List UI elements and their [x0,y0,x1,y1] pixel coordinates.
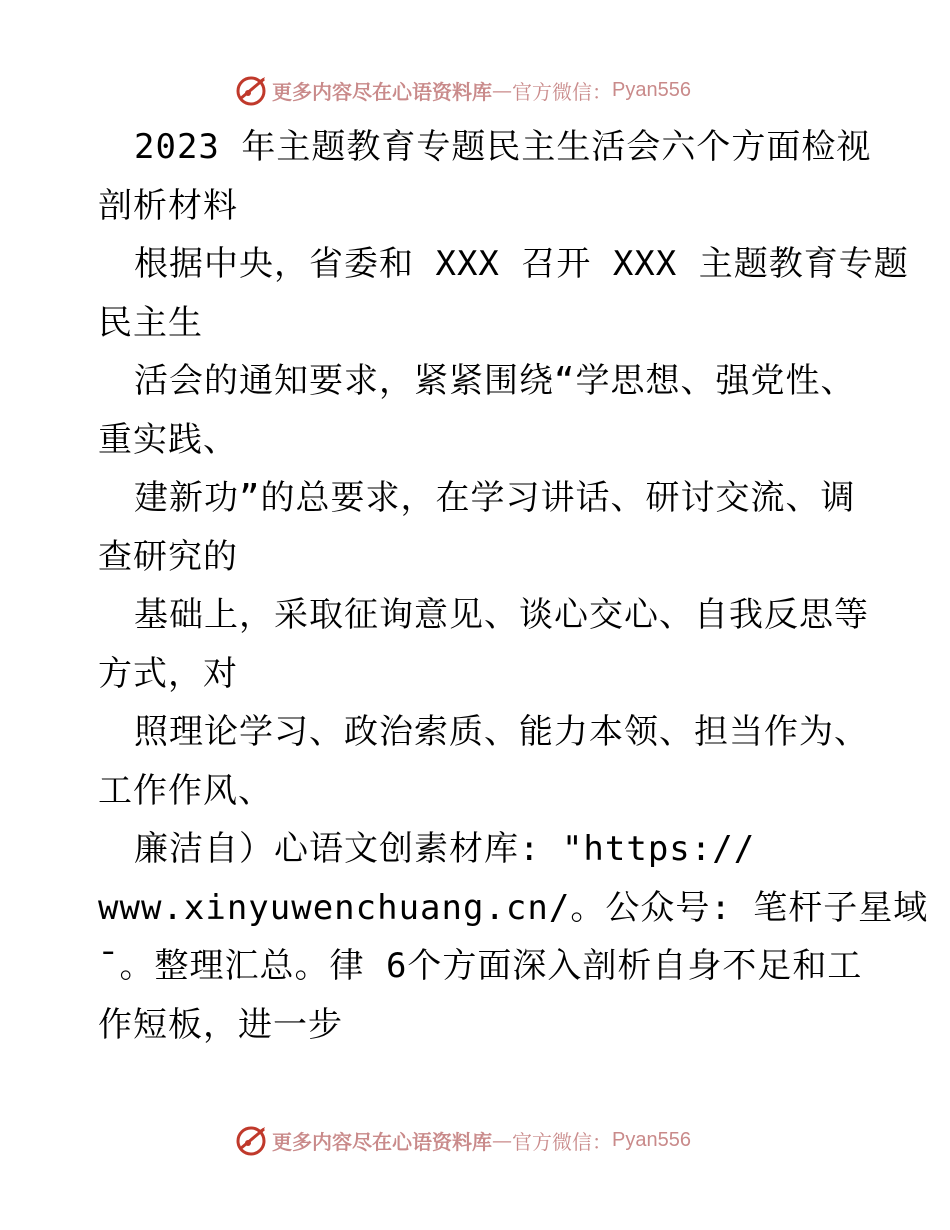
header-watermark [234,72,734,108]
paragraph-line: ¯。整理汇总。律 6个方面深入剖析自身不足和工 [98,946,863,986]
paragraph-line: 建新功”的总要求，在学习讲话、研讨交流、调 [134,478,856,518]
paragraph-line: 廉洁自）心语文创素材库: "https:// [134,829,756,869]
paragraph-line: 活会的通知要求，紧紧围绕“学思想、强党性、 [134,361,856,401]
paragraph-line: 民主生 [98,302,203,343]
header-wechat-label: 官方微信： [512,79,612,104]
paragraph-line: 工作作风、 [98,770,273,811]
footer-watermark-text: 更多内容尽在心语资料库 [272,1129,492,1154]
paragraph-line: 重实践、 [98,419,238,460]
footer-wechat-id: Pyan556 [612,1128,691,1151]
paragraph-line: 查研究的 [98,536,238,577]
document-body [98,118,929,1054]
title-line-1: 2023 年主题教育专题民主生活会六个方面检视 [134,127,872,167]
footer-watermark [234,1122,734,1158]
header-watermark-text: 更多内容尽在心语资料库 [272,79,492,104]
footer-wechat-label: 官方微信： [512,1129,612,1154]
footer-watermark-dash: — [492,1128,512,1152]
paragraph-line: 方式，对 [98,653,238,694]
title-line-2: 剖析材料 [98,185,238,226]
paragraph-line: 作短板，进一步 [98,1004,343,1045]
paragraph-line: 基础上，采取征询意见、谈心交心、自我反思等 [134,595,869,635]
brand-logo-icon [234,1123,268,1157]
brand-logo-icon [234,73,268,107]
header-watermark-dash: — [492,78,512,102]
paragraph-line: 照理论学习、政治索质、能力本领、担当作为、 [134,712,869,752]
header-wechat-id: Pyan556 [612,78,691,101]
paragraph-line: 根据中央，省委和 XXX 召开 XXX 主题教育专题 [134,244,909,284]
url-line: www.xinyuwenchuang.cn/。公众号: 笔杆子星域 [98,887,929,928]
